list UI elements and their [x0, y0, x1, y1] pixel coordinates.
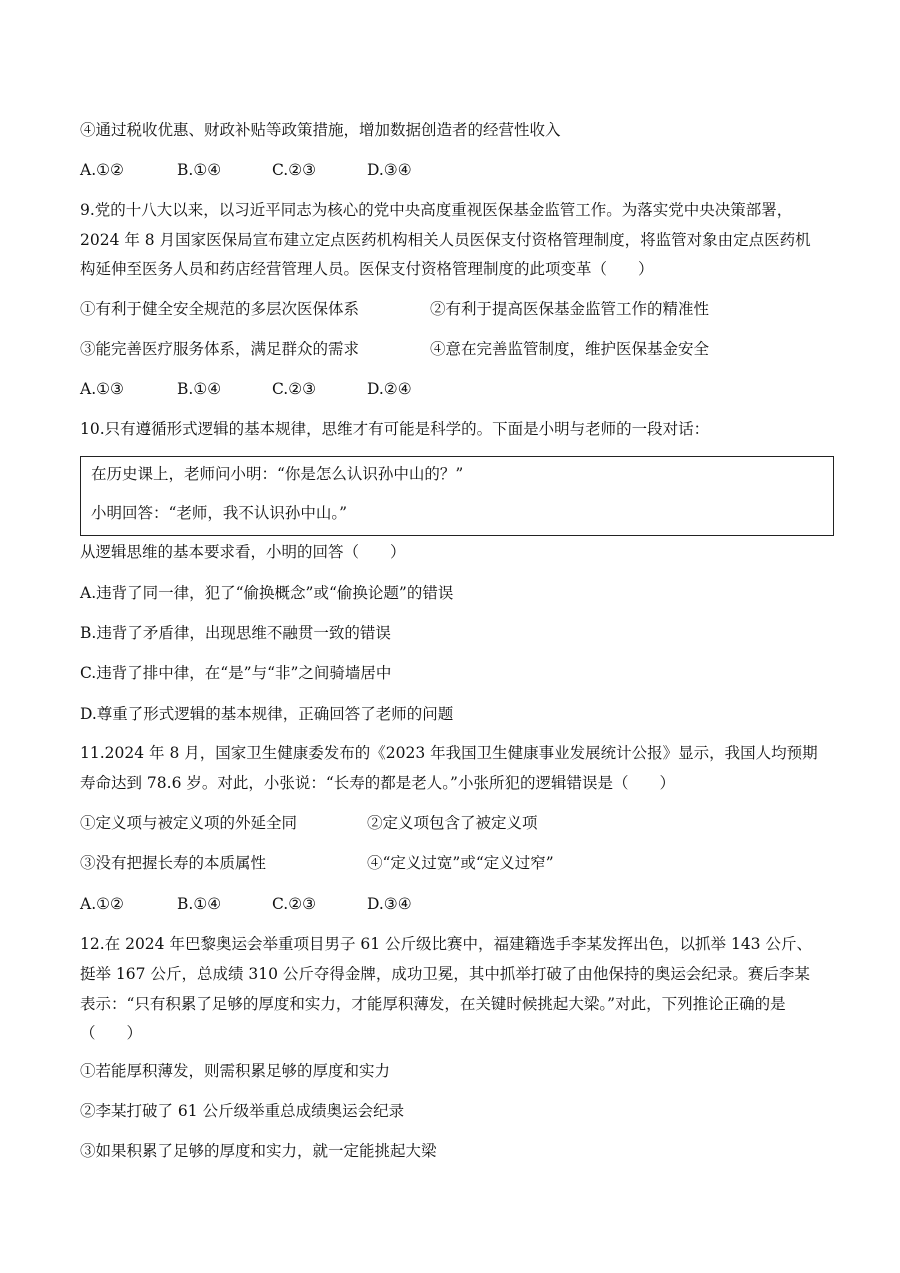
- q9-stem-line-1: 9.党的十八大以来，以习近平同志为核心的党中央高度重视医保基金监管工作。为落实党中央决策部署，: [80, 201, 793, 219]
- q12-stem-line-3: 表示：“只有积累了足够的厚度和实力，才能厚积薄发，在关键时候挑起大梁。”对此，下列推论正确的是: [80, 995, 786, 1013]
- q9-choice-a: A.①③: [80, 380, 124, 398]
- q8-choice-d: D.③④: [367, 161, 412, 179]
- q12-stem-line-1: 12.在 2024 年巴黎奥运会举重项目男子 61 公斤级比赛中，福建籍选手李某发挥出色，以抓举 143 公斤、: [80, 935, 812, 953]
- q10-option-d: D.尊重了形式逻辑的基本规律，正确回答了老师的问题: [80, 705, 454, 723]
- q11-choice-d: D.③④: [367, 895, 412, 913]
- q9-statement-2: ②有利于提高医保基金监管工作的精准性: [430, 300, 710, 318]
- q11-statement-4: ④“定义过宽”或“定义过窄”: [367, 854, 554, 872]
- q9-statement-1: ①有利于健全安全规范的多层次医保体系: [80, 300, 360, 318]
- q8-choice-c: C.②③: [272, 161, 317, 179]
- q10-dialog-box: [80, 456, 834, 536]
- q11-stem-line-2: 寿命达到 78.6 岁。对此，小张说：“长寿的都是老人。”小张所犯的逻辑错误是（ ）: [80, 774, 675, 792]
- q10-option-b: B.违背了矛盾律，出现思维不融贯一致的错误: [80, 624, 391, 642]
- q12-stem-line-2: 挺举 167 公斤，总成绩 310 公斤夺得金牌，成功卫冕，其中抓举打破了由他保持的奥运会纪录。赛后李某: [80, 965, 810, 983]
- q9-choice-b: B.①④: [177, 380, 222, 398]
- q10-dialog-line-2: 小明回答：“老师，我不认识孙中山。”: [91, 504, 348, 522]
- q8-statement-4: ④通过税收优惠、财政补贴等政策措施，增加数据创造者的经营性收入: [80, 121, 561, 139]
- q9-statement-4: ④意在完善监管制度，维护医保基金安全: [430, 340, 710, 358]
- q9-choice-c: C.②③: [272, 380, 317, 398]
- q11-choice-a: A.①②: [80, 895, 124, 913]
- q12-statement-3: ③如果积累了足够的厚度和实力，就一定能挑起大梁: [80, 1142, 437, 1160]
- q10-question: 从逻辑思维的基本要求看，小明的回答（ ）: [80, 543, 406, 561]
- q12-statement-2: ②李某打破了 61 公斤级举重总成绩奥运会纪录: [80, 1102, 405, 1120]
- q9-stem-line-3: 构延伸至医务人员和药店经营管理人员。医保支付资格管理制度的此项变革（ ）: [80, 260, 654, 278]
- q10-dialog-line-1: 在历史课上，老师问小明：“你是怎么认识孙中山的？”: [91, 465, 464, 483]
- q9-choice-d: D.②④: [367, 380, 412, 398]
- q11-choice-c: C.②③: [272, 895, 317, 913]
- q9-statement-3: ③能完善医疗服务体系，满足群众的需求: [80, 340, 360, 358]
- q11-statement-3: ③没有把握长寿的本质属性: [80, 854, 267, 872]
- q9-stem-line-2: 2024 年 8 月国家医保局宣布建立定点医药机构相关人员医保支付资格管理制度，将监管对象由定点医药机: [80, 231, 811, 249]
- q10-option-a: A.违背了同一律，犯了“偷换概念”或“偷换论题”的错误: [80, 584, 454, 602]
- q11-stem-line-1: 11.2024 年 8 月，国家卫生健康委发布的《2023 年我国卫生健康事业发展统计公报》显示，我国人均预期: [80, 744, 818, 762]
- q11-choice-b: B.①④: [177, 895, 222, 913]
- q11-statement-1: ①定义项与被定义项的外延全同: [80, 814, 298, 832]
- q8-choice-b: B.①④: [177, 161, 222, 179]
- q8-choice-a: A.①②: [80, 161, 124, 179]
- q11-statement-2: ②定义项包含了被定义项: [367, 814, 538, 832]
- q10-stem: 10.只有遵循形式逻辑的基本规律，思维才有可能是科学的。下面是小明与老师的一段对话：: [80, 420, 710, 438]
- q10-option-c: C.违背了排中律，在“是”与“非”之间骑墙居中: [80, 664, 392, 682]
- q12-stem-line-4: （ ）: [80, 1024, 143, 1042]
- q12-statement-1: ①若能厚积薄发，则需积累足够的厚度和实力: [80, 1062, 391, 1080]
